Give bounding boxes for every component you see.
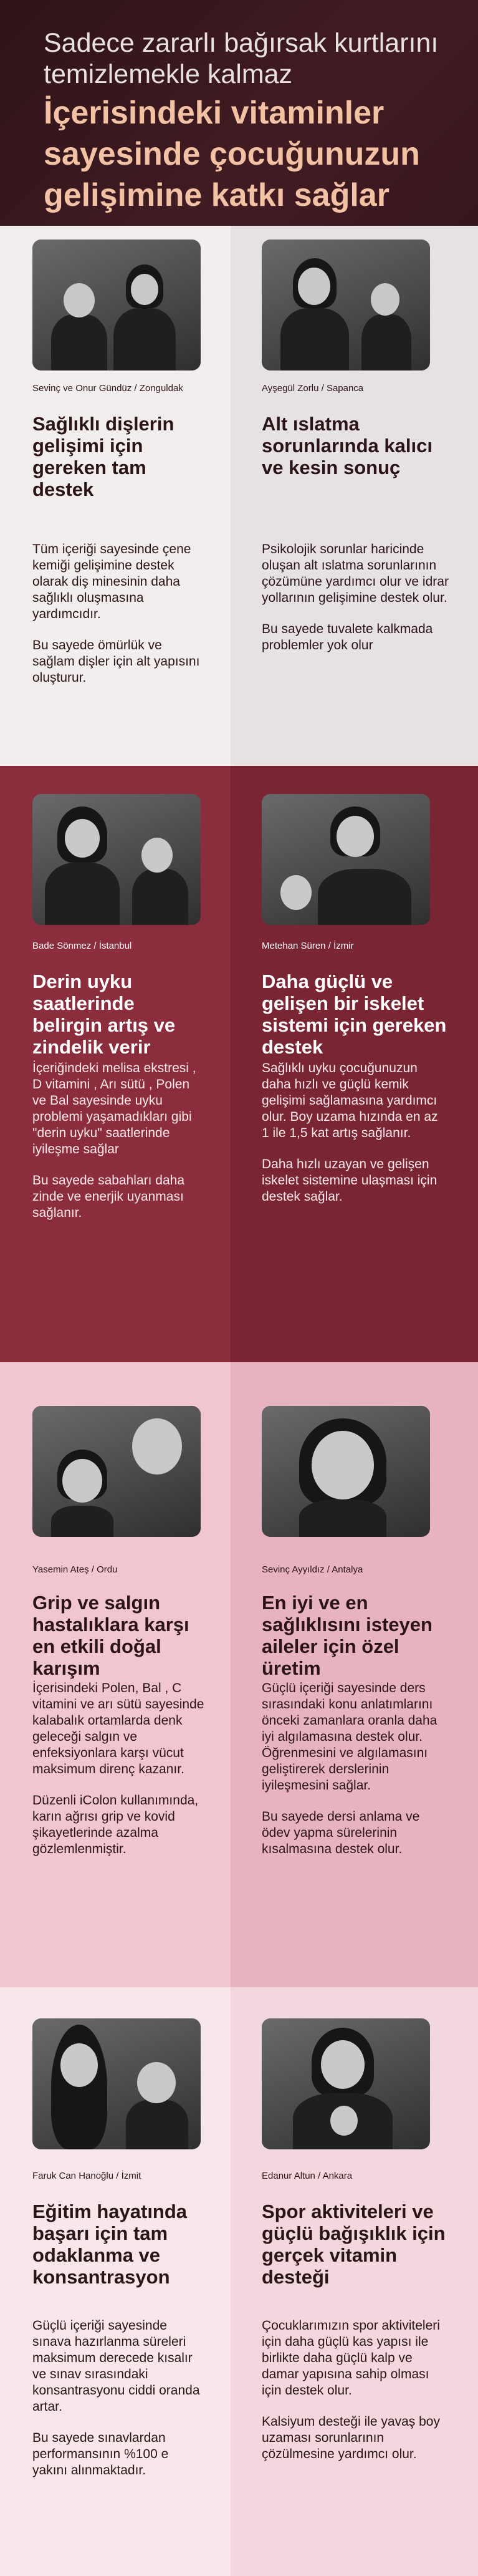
testimonial-photo — [32, 2018, 201, 2149]
benefit-paragraph: Daha hızlı uzayan ve gelişen iskelet sistemine ulaşması için destek sağlar. — [262, 1157, 437, 1204]
testimonial-caption: Yasemin Ateş / Ordu — [32, 1564, 118, 1575]
testimonial-caption: Sevinç Ayyıldız / Antalya — [262, 1564, 363, 1575]
testimonial-caption: Metehan Süren / İzmir — [262, 941, 354, 951]
benefit-title: Derin uyku saatlerinde belirgin artış ve zindelik verir — [32, 971, 176, 1058]
testimonial-card-right — [231, 766, 478, 1362]
testimonial-photo — [262, 794, 430, 925]
benefit-paragraph: İçerisindeki Polen, Bal , C vitamini ve arı sütü sayesinde kalabalık ortamlarda denk geleceği salgın ve enfeksiyonlara karşı vücut maksimum direnç kazanır. — [32, 1681, 204, 1776]
testimonial-photo — [32, 794, 201, 925]
benefit-description — [32, 2318, 207, 2494]
testimonial-photo — [262, 2018, 430, 2149]
benefit-paragraph: Düzenli iColon kullanımında, karın ağrısı grip ve kovid şikayetlerinde azalma gözlemlenmiştir. — [32, 1793, 199, 1856]
testimonial-caption: Faruk Can Hanoğlu / İzmit — [32, 2171, 141, 2181]
benefit-paragraph: Bu sayede sınavlardan performansının %100 e yakını alınmaktadır. — [32, 2431, 169, 2477]
testimonial-row-4 — [0, 1987, 478, 2576]
benefit-paragraph: Güçlü içeriği sayesinde ders sırasındaki konu anlatımlarını önceki zamanlara oranla daha iyi algılamasına destek olur. Öğrenmesini ve algılamasını geliştirerek derslerinin iyileşmesini sağlar. — [262, 1681, 437, 1793]
testimonial-photo — [32, 240, 201, 370]
testimonial-row-2 — [0, 766, 478, 1362]
benefit-description — [262, 541, 449, 669]
benefit-description — [32, 1060, 207, 1236]
benefit-description — [262, 2318, 449, 2477]
benefit-paragraph: Tüm içeriği sayesinde çene kemiği gelişimine destek olarak diş minesinin daha sağlıklı oluşmasına yardımcıdır. — [32, 542, 191, 621]
benefit-description — [262, 1060, 449, 1220]
testimonial-card-right — [231, 1362, 478, 1987]
benefit-title: Daha güçlü ve gelişen bir iskelet sistemi için gereken destek — [262, 971, 447, 1058]
benefit-paragraph: Bu sayede tuvalete kalkmada problemler yok olur — [262, 622, 433, 652]
testimonial-row-1 — [0, 226, 478, 766]
benefit-description — [32, 1680, 207, 1872]
benefit-title: Sağlıklı dişlerin gelişimi için gereken tam destek — [32, 413, 174, 500]
testimonial-photo — [262, 1406, 430, 1537]
benefit-title: Alt ıslatma sorunlarında kalıcı ve kesin sonuç — [262, 413, 433, 478]
testimonial-card-left — [0, 1987, 231, 2576]
benefit-paragraph: Psikolojik sorunlar haricinde oluşan alt ıslatma sorunlarının çözümüne yardımcı olur ve idrar yollarının gelişimine destek olur. — [262, 542, 449, 605]
testimonial-caption: Sevinç ve Onur Gündüz / Zonguldak — [32, 383, 183, 394]
hero-subtitle: Sadece zararlı bağırsak kurtlarını temizlemekle kalmaz — [44, 28, 439, 89]
testimonial-photo — [262, 240, 430, 370]
testimonial-caption: Bade Sönmez / İstanbul — [32, 941, 132, 951]
benefit-description — [32, 541, 207, 701]
testimonial-card-left — [0, 226, 231, 766]
benefit-title: Eğitim hayatında başarı için tam odaklanma ve konsantrasyon — [32, 2201, 188, 2288]
benefit-paragraph: Bu sayede sabahları daha zinde ve enerjik uyanması sağlanır. — [32, 1173, 185, 1220]
benefit-title: Grip ve salgın hastalıklara karşı en etkili doğal karışım — [32, 1592, 189, 1679]
benefit-paragraph: Bu sayede dersi anlama ve ödev yapma sürelerinin kısalmasına destek olur. — [262, 1809, 420, 1856]
testimonial-caption: Edanur Altun / Ankara — [262, 2171, 353, 2181]
benefit-paragraph: Sağlıklı uyku çocuğunuzun daha hızlı ve güçlü kemik gelişimi sağlamasına yardımcı olur. Boy uzama hızında en az 1 ile 1,5 kat artış sağlanır. — [262, 1061, 438, 1140]
benefit-paragraph: İçeriğindeki melisa ekstresi , D vitamini , Arı sütü , Polen ve Bal sayesinde uyku problemi yaşamadıkları gibi "derin uyku" saatlerinde iyileşme sağlar — [32, 1061, 196, 1156]
benefit-title: En iyi ve en sağlıklısını isteyen aileler için özel üretim — [262, 1592, 433, 1679]
benefit-paragraph: Çocuklarımızın spor aktiviteleri için daha güçlü kas yapısı ile birlikte daha güçlü kalp ve damar yapısına sahip olması için destek olur. — [262, 2318, 440, 2398]
benefit-title: Spor aktiviteleri ve güçlü bağışıklık için gerçek vitamin desteği — [262, 2201, 446, 2288]
testimonial-card-left — [0, 766, 231, 1362]
hero-header — [0, 0, 478, 226]
testimonial-card-right — [231, 1987, 478, 2576]
testimonial-photo — [32, 1406, 201, 1537]
benefit-paragraph: Güçlü içeriği sayesinde sınava hazırlanma süreleri maksimum derecede kısalır ve sınav sırasındaki konsantrasyonu ciddi oranda artar. — [32, 2318, 200, 2414]
benefit-paragraph: Bu sayede ömürlük ve sağlam dişler için alt yapısını oluşturur. — [32, 638, 200, 685]
testimonial-card-right — [231, 226, 478, 766]
testimonial-caption: Ayşegül Zorlu / Sapanca — [262, 383, 364, 394]
testimonial-row-3 — [0, 1362, 478, 1987]
benefit-paragraph: Kalsiyum desteği ile yavaş boy uzaması sorunlarının çözülmesine yardımcı olur. — [262, 2414, 440, 2461]
hero-headline: İçerisindeki vitaminler sayesinde çocuğunuzun gelişimine katkı sağlar — [44, 95, 420, 213]
testimonial-card-left — [0, 1362, 231, 1987]
benefit-description — [262, 1680, 449, 1872]
